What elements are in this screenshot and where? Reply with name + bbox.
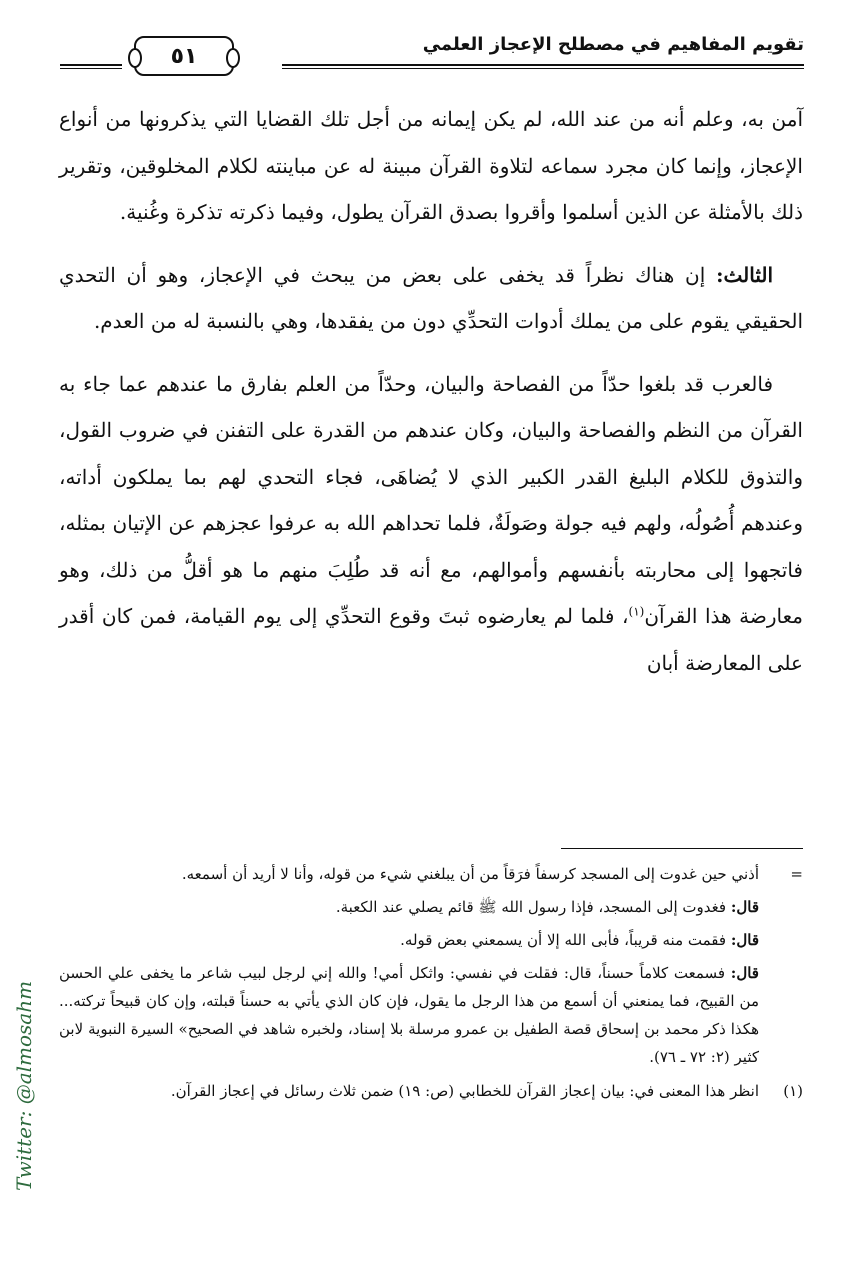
main-text [59,96,803,686]
paragraph-3-text-a: فالعرب قد بلغوا حدّاً من الفصاحة والبيان، وحدّاً من العلم بفارق ما عندهم عما جاء به القرآن من النظم والفصاحة والبيان، وكان عندهم من القدرة على التفنن في ضروب القول، والتذوق للكلام البليغ القدر الكبير الذي لا يُضاهَى، فجاء التحدي لهم بما يملكون أداته، وعندهم أُصُولُه، ولهم فيه جولة وصَولَةٌ، فلما تحداهم الله به عرفوا عجزهم عن الإتيان بمثله، فاتجهوا إلى محاربته بأنفسهم وأموالهم، مع أنه قد طُلِبَ منهم ما هو أقلُّ من ذلك، وهو معارضة هذا القرآن [59,371,804,628]
paragraph-3 [59,361,803,687]
page-number-frame [134,36,234,76]
paragraph-2-text: إن هناك نظراً قد يخفى على بعض من يبحث في الإعجاز، وهو أن التحدي الحقيقي يقوم على من يملك أدوات التحدِّي دون من يفقدها، وهي بالنسبة له من العدم. [59,262,803,333]
page-header [60,22,804,78]
paragraph-1: آمن به، وعلم أنه من عند الله، لم يكن إيمانه من أجل تلك القضايا التي يذكرونها من أنواع الإعجاز، وإنما كان مجرد سماعه لتلاوة القرآن مبينة له عن مباينته لكلام المخلوقين، وتقرير ذلك بالأمثلة عن الذين أسلموا وأقروا بصدق القرآن يطول، وفيما ذكرته تذكرة وغُنية. [59,107,803,224]
running-title: تقويم المفاهيم في مصطلح الإعجاز العلمي [422,34,804,55]
page-number: ٥١ [170,43,198,69]
footnote-reference-1: (١) [628,604,645,619]
header-rule-left [60,64,122,69]
footnote-continuation-text: أذني حين غدوت إلى المسجد كرسفاً فرَقاً من أن يبلغني شيء من قوله، وأنا لا أريد أن أسمعه. [181,865,759,883]
footnote-1-marker: (١) [783,1082,803,1100]
footnote-line-4-text: فسمعت كلاماً حسناً، قال: فقلت في نفسي: واثكل أمي! والله إني لرجل لبيب شاعر ما يخفى علي الحسن من القبيح، فما يمنعني أن أسمع من هذا الرجل ما يقول، فإن كان الذي يأتي به حسناً قبلته، وإن كان قبيحاً تركته... هكذا ذكر محمد بن إسحاق قصة الطفيل بن عمرو مرسلة بلا إسناد، ولخبره شاهد في الصحيح» السيرة النبوية لابن كثير (٢: ٧٢ ـ ٧٦). [59,964,759,1066]
footnote-1 [59,1077,803,1105]
footnote-line-3-label: قال: [730,931,759,949]
header-rule-right [282,64,804,69]
footnote-line-2 [59,893,759,921]
footnote-line-2-text: فغدوت إلى المسجد، فإذا رسول الله ﷺ قائم يصلي عند الكعبة. [335,898,727,916]
footnote-line-4-label: قال: [730,964,759,982]
footnote-1-text: انظر هذا المعنى في: بيان إعجاز القرآن للخطابي (ص: ١٩) ضمن ثلاث رسائل في إعجاز القرآن. [170,1082,759,1100]
paragraph-2-term: الثالث: [716,262,774,287]
footnote-line-3-text: فقمت منه قريباً، فأبى الله إلا أن يسمعني بعض قوله. [400,931,727,949]
footnote-line-3 [59,926,759,954]
continuation-marker: = [790,865,803,883]
watermark-text: Twitter: @almosahm [12,980,36,1191]
footnote-continuation [59,860,803,1071]
paragraph-3-text-b: ، فلما لم يعارضوه ثبتَ وقوع التحدِّي إلى يوم القيامة، فمن كان أقدر على المعارضة أبان [59,604,803,675]
footnote-line-2-label: قال: [730,898,759,916]
paragraph-2 [59,252,803,345]
footnote-line-4 [59,959,759,1071]
footnotes [59,860,803,1110]
footnote-separator [561,848,803,849]
